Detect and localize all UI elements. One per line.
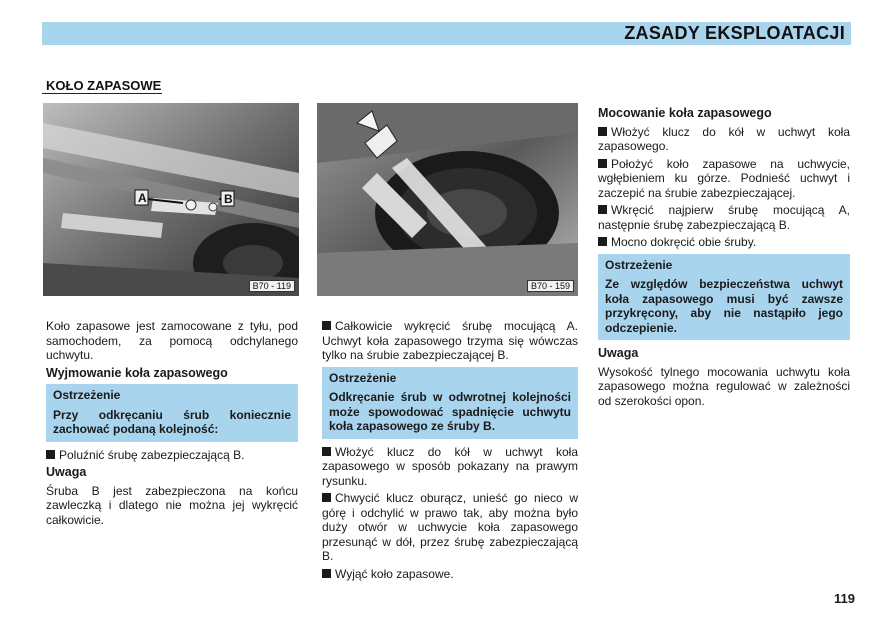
bullet-square-icon xyxy=(598,159,607,168)
col3-bullet-4 xyxy=(598,235,850,250)
col3-warning-box xyxy=(598,254,850,341)
col3-bullet-1 xyxy=(598,125,850,154)
col2-bullet-1-text: Całkowicie wykręcić śrubę mocującą A. Uchwyt koła zapasowego trzyma się wówczas tylko na śrubie zabezpieczającej B. xyxy=(322,319,578,362)
photo-left-illustration xyxy=(43,103,299,296)
photo-middle-code: B70 - 159 xyxy=(527,280,574,292)
col3-bullet-2-text: Położyć koło zapasowe na uchwycie, wgłębieniem ku górze. Podnieść uchwyt i zaczepić na śrubie zabezpieczającej. xyxy=(598,156,850,200)
col2-bullet-3-text: Chwycić klucz oburącz, unieść go nieco w górę i odchylić w prawo tak, aby można było duży otwór w uchwycie koła zapasowego przesunąć w dół, przez śrubę zabezpieczającą B. xyxy=(322,491,578,563)
col1-note-text: Śruba B jest zabezpieczona na końcu zawleczką i dlatego nie można jej wykręcić całkowicie. xyxy=(46,483,298,527)
col1-bullet-1 xyxy=(46,448,298,463)
col2-bullet-1 xyxy=(322,319,578,363)
col3-note-title: Uwaga xyxy=(598,346,639,360)
column-3 xyxy=(598,104,850,411)
bullet-square-icon xyxy=(598,127,607,136)
label-b: B xyxy=(224,192,233,206)
section-title: KOŁO ZAPASOWE xyxy=(46,78,162,93)
col1-intro: Koło zapasowe jest zamocowane z tyłu, pod samochodem, za pomocą odchylanego uchwytu. xyxy=(46,319,298,362)
col1-warning-box xyxy=(46,384,298,442)
col2-bullet-2 xyxy=(322,445,578,489)
col2-warning-box xyxy=(322,367,578,439)
col3-bullet-2 xyxy=(598,157,850,201)
col3-warning-title: Ostrzeżenie xyxy=(605,257,673,272)
photo-middle xyxy=(317,103,578,296)
col2-bullet-2-text: Włożyć klucz do kół w uchwyt koła zapasowego w sposób pokazany na prawym rysunku. xyxy=(322,444,578,488)
col2-bullet-4 xyxy=(322,567,578,582)
photo-left xyxy=(43,103,299,296)
bullet-square-icon xyxy=(46,450,55,459)
col2-bullet-3 xyxy=(322,491,578,564)
section-rule xyxy=(42,93,162,94)
col3-bullet-1-text: Włożyć klucz do kół w uchwyt koła zapasowego. xyxy=(598,124,850,153)
col3-bullet-3-text: Wkręcić najpierw śrubę mocującą A, następnie śrubę zabezpieczającą B. xyxy=(598,203,850,232)
col1-warning-text: Przy odkręcaniu śrub koniecznie zachować podaną kolejność: xyxy=(53,407,291,436)
bullet-square-icon xyxy=(598,205,607,214)
bullet-square-icon xyxy=(598,237,607,246)
bullet-square-icon xyxy=(322,569,331,578)
bullet-square-icon xyxy=(322,321,331,330)
photo-left-code: B70 - 119 xyxy=(249,280,295,292)
col3-warning-text: Ze względów bezpieczeństwa uchwyt koła zapasowego musi być zawsze przykręcony, aby nie nastąpiło jego odczepienie. xyxy=(605,277,843,335)
col3-bullet-4-text: Mocno dokręcić obie śruby. xyxy=(611,235,757,249)
column-1 xyxy=(46,319,298,530)
col1-bullet-1-text: Poluźnić śrubę zabezpieczającą B. xyxy=(59,447,245,462)
col2-warning-title: Ostrzeżenie xyxy=(329,370,397,385)
col3-note-text: Wysokość tylnego mocowania uchwytu koła zapasowego można regulować w zależności od szerokości opon. xyxy=(598,364,850,408)
col3-bullet-3 xyxy=(598,203,850,232)
bullet-square-icon xyxy=(322,447,331,456)
col1-note-title: Uwaga xyxy=(46,465,87,479)
bullet-square-icon xyxy=(322,493,331,502)
header-bar xyxy=(42,22,851,45)
col1-subhead: Wyjmowanie koła zapasowego xyxy=(46,365,228,380)
column-2 xyxy=(322,319,578,584)
col3-subhead: Mocowanie koła zapasowego xyxy=(598,106,772,120)
col2-warning-text: Odkręcanie śrub w odwrotnej kolejności może spowodować spadnięcie uchwytu koła zapasowego ze śruby B. xyxy=(329,390,571,433)
label-a: A xyxy=(138,191,147,205)
col1-warning-title: Ostrzeżenie xyxy=(53,388,121,402)
page-number: 119 xyxy=(834,591,855,606)
col2-bullet-4-text: Wyjąć koło zapasowe. xyxy=(335,566,454,581)
photo-middle-illustration xyxy=(317,103,578,296)
header-title: ZASADY EKSPLOATACJI xyxy=(624,23,845,43)
